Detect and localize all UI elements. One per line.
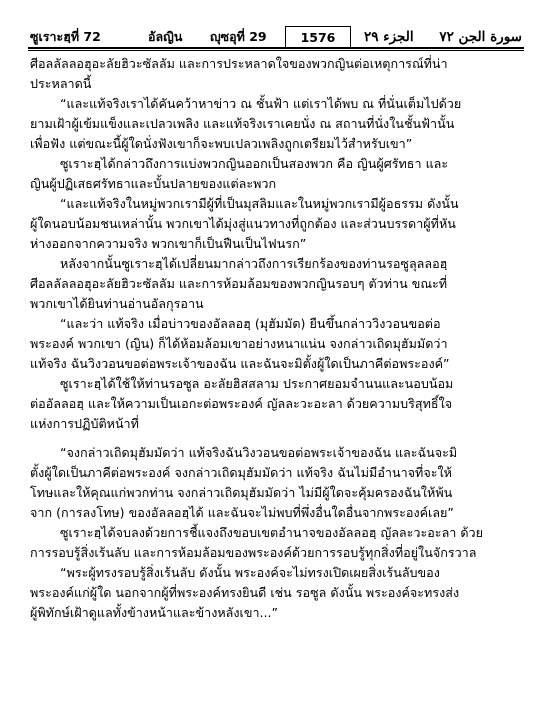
quote-line: ผู้พิทักษ์เฝ้าดูแลทั้งข้างหน้าและข้างหลังเขา...” [30,605,279,620]
juz-label-thai: ญุซอุที่ 29 [210,29,267,44]
quote-line: โทษและให้คุณแก่พวกท่าน จงกล่าวเถิดมุฮัมมัดว่า ไม่มีผู้ใดจะคุ้มครองฉันให้พ้น [30,485,453,500]
header-rule-thin [28,50,524,51]
running-header [30,26,522,48]
quote-line: “พระผู้ทรงรอบรู้สิ่งเร้นลับ ดังนั้น พระองค์จะไม่ทรงเปิดเผยสิ่งเร้นลับของ [60,565,440,580]
sura-name-thai: ซูเราะฮฺที่ 72 [30,29,101,44]
body-text [30,54,522,623]
quote-line: พระองค์ พวกเขา (ญิน) ก็ได้ห้อมล้อมเขาอย่างหนาแน่น จงกล่าวเถิดมุฮัมมัดว่า [30,336,448,351]
quote-line: “และแท้จริงในหมู่พวกเรามีผู้ที่เป็นมุสลิมและในหมู่พวกเรามีผู้อธรรม ดังนั้น [60,196,459,211]
page-number: 1576 [285,26,351,48]
sura-name-arabic: سورة الجن ٧٢ [439,29,522,45]
quote-line: แท้จริง ฉันวิงวอนขอต่อพระเจ้าของฉัน และฉันจะมิตั้งผู้ใดเป็นภาคีต่อพระองค์” [30,356,450,371]
quote-line: เพื่อฟัง แต่ขณะนี้ผู้ใดนั่งฟังเขาก็จะพบเปลวเพลิงถูกเตรียมไว้สำหรับเขา” [30,136,413,151]
quote-line: ตั้งผู้ใดเป็นภาคีต่อพระองค์ จงกล่าวเถิดมุฮัมมัดว่า แท้จริง ฉันไม่มีอำนาจที่จะให้ [30,465,452,480]
juz-label-arabic: الجزء ٢٩ [364,29,414,45]
text-line: ต่ออัลลอฮฺ และให้ความเป็นเอกะต่อพระองค์ ญัลละวะอะลา ด้วยความบริสุทธิ์ใจ [30,396,453,411]
quote-line: “จงกล่าวเถิดมุฮัมมัดว่า แท้จริงฉันวิงวอนขอต่อพระเจ้าของฉัน และฉันจะมิ [60,445,458,460]
text-line: ศีอลลัลลอฮุอะลัยฮิวะซัลลัม และการประหลาดใจของพวกญินต่อเหตุการณ์ที่น่า [30,56,448,71]
quote-line: ยามเฝ้าผู้เข้มแข็งและเปลวเพลิง และแท้จริงเราเคยนั่ง ณ สถานที่นั่งในชั้นฟ้านั้น [30,116,455,131]
text-line: การรอบรู้สิ่งเร้นลับ และการห้อมล้อมของพระองค์ด้วยการรอบรู้ทุกสิ่งที่อยู่ในจักรวาล [30,545,477,560]
text-line: ประหลาดนี้ [30,76,92,91]
quote-line: จาก (การลงโทษ) ของอัลลอฮฺได้ และฉันจะไม่พบที่พึ่งอื่นใดอื่นจากพระองค์เลย” [30,505,454,520]
text-line: ซูเราะฮฺได้ใช้ให้ท่านรอซูล อะลัยฮิสสลาม ประกาศยอมจำนนและนอบน้อม [60,376,454,391]
header-rule [28,47,524,49]
text-line: ศีอลลัลลอฮุอะลัยฮิวะซัลลัม และการห้อมล้อมของพวกญินรอบๆ ตัวท่าน ขณะที่ [30,276,448,291]
quote-line: “และแท้จริงเราได้คันคว้าหาข่าว ณ ชั้นฟ้า แต่เราได้พบ ณ ที่นั่นเต็มไปด้วย [60,96,462,111]
sura-title-thai: อัลญิน [148,29,183,44]
text-line: พวกเขาได้ยินท่านอ่านอัลกุรอาน [30,296,204,311]
text-line: หลังจากนั้นซูเราะฮฺได้เปลี่ยนมากล่าวถึงการเรียกร้องของท่านรอซูลุลลอฮฺ [60,256,448,271]
quote-line: ผู้ใดนอบน้อมชนเหล่านั้น พวกเขาได้มุ่งสู่แนวทางที่ถูกต้อง และส่วนบรรดาผู้ที่หัน [30,216,456,231]
text-line: ซูเราะฮฺได้กล่าวถึงการแบ่งพวกญินออกเป็นสองพวก คือ ญินผู้ศรัทธา และ [60,156,449,171]
quote-line: พระองค์แก่ผู้ใด นอกจากผู้ที่พระองค์ทรงยินดี เช่น รอซูล ดังนั้น พระองค์จะทรงส่ง [30,585,460,600]
quote-line: “และว่า แท้จริง เมื่อบ่าวของอัลลอฮฺ (มุฮัมมัด) ยืนขึ้นกล่าววิงวอนขอต่อ [60,316,441,331]
text-line: ญินผู้ปฏิเสธศรัทธาและบั้นปลายของแต่ละพวก [30,176,277,191]
text-line: ซูเราะฮฺได้จบลงด้วยการชี้แจงถึงขอบเขตอำนาจของอัลลอฮฺ ญัลละวะอะลา ด้วย [60,525,483,540]
quote-line: ห่างออกจากความจริง พวกเขาก็เป็นฟืนเป็นไฟนรก” [30,236,307,251]
text-line: แห่งการปฏิบัติหน้าที่ [30,416,139,431]
